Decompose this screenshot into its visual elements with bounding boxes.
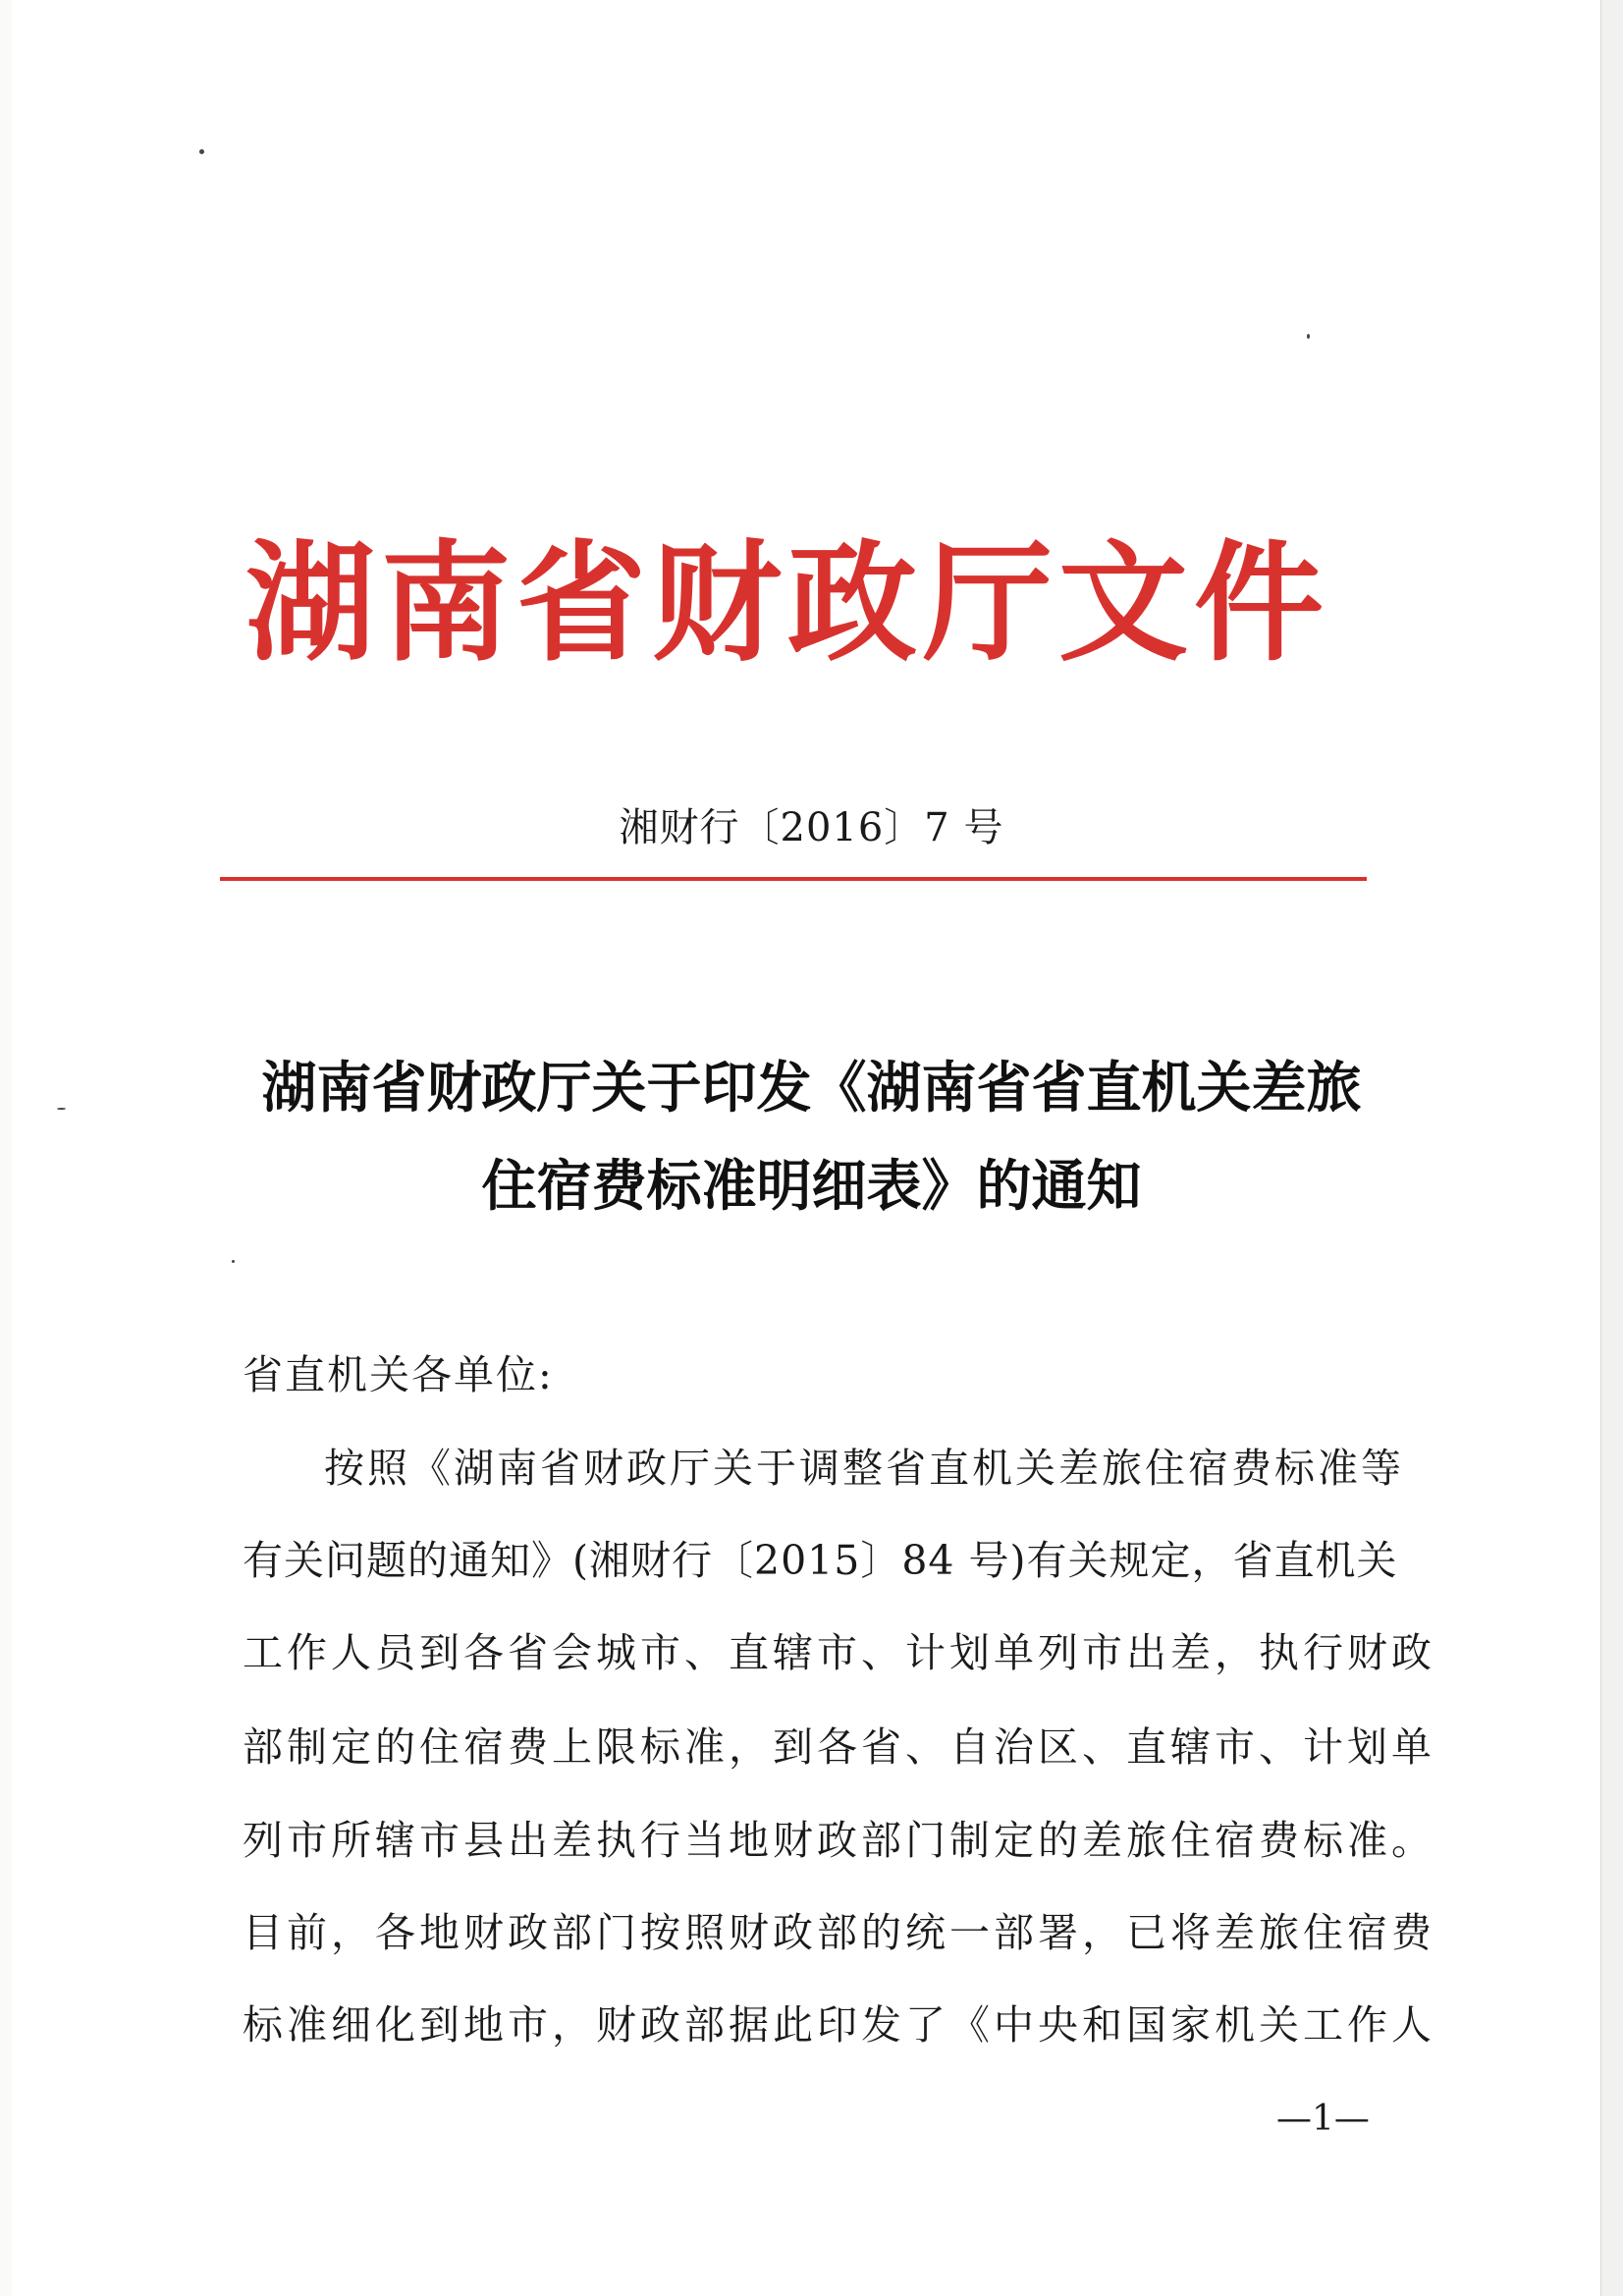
body-line-1: 按照《湖南省财政厅关于调整省直机关差旅住宿费标准等 xyxy=(324,1445,1404,1492)
body-line-5: 列市所辖市县出差执行当地财政部门制定的差旅住宿费标准。 xyxy=(243,1817,1435,1864)
scan-speck xyxy=(199,149,204,154)
body-line-3: 工作人员到各省会城市、直辖市、计划单列市出差，执行财政 xyxy=(243,1629,1435,1676)
salutation: 省直机关各单位: xyxy=(243,1351,554,1398)
body-line-2: 有关问题的通知》(湘财行〔2015〕84 号)有关规定，省直机关 xyxy=(243,1537,1398,1584)
notice-title-line-2: 住宿费标准明细表》的通知 xyxy=(481,1154,1142,1219)
body-line-4: 部制定的住宿费上限标准，到各省、自治区、直辖市、计划单 xyxy=(243,1723,1435,1771)
document-number: 湘财行〔2016〕7 号 xyxy=(619,805,1004,850)
body-line-7: 标准细化到地市，财政部据此印发了《中央和国家机关工作人 xyxy=(243,2001,1435,2049)
body-line-6: 目前，各地财政部门按照财政部的统一部署，已将差旅住宿费 xyxy=(243,1909,1435,1956)
page-number: —1— xyxy=(1276,2099,1370,2139)
scan-speck xyxy=(1307,334,1310,339)
scan-speck xyxy=(57,1108,66,1110)
notice-title-line-1: 湖南省财政厅关于印发《湖南省省直机关差旅 xyxy=(261,1056,1362,1121)
red-divider-line xyxy=(220,877,1367,881)
scan-speck xyxy=(232,1260,235,1263)
agency-title: 湖南省财政厅文件 xyxy=(245,527,1329,680)
